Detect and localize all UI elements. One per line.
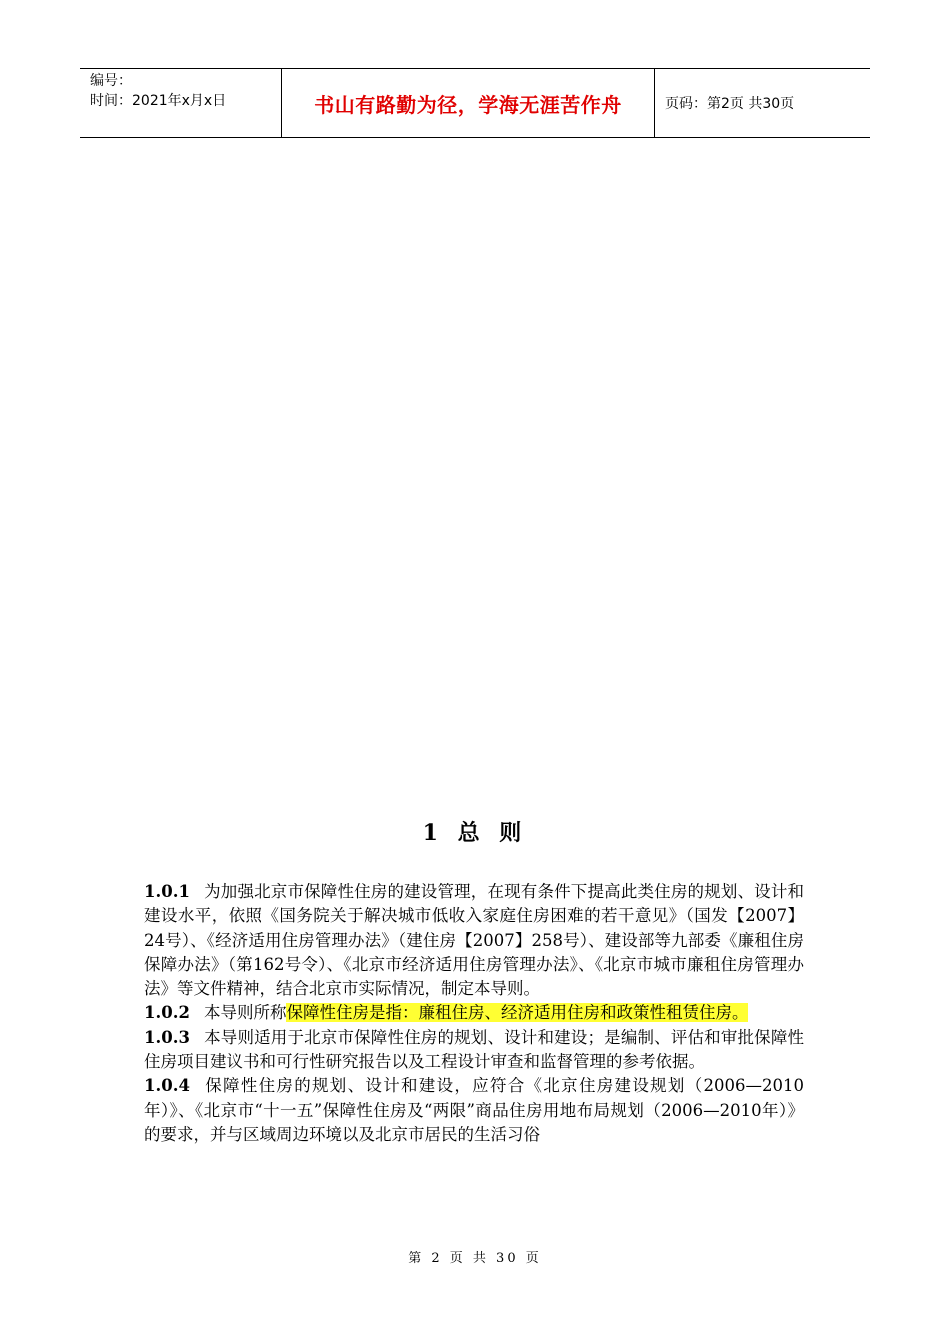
- clause-number: 1.0.1: [144, 882, 190, 901]
- document-time-label: 时间：2021年x月x日: [90, 93, 227, 109]
- header-page-number: 页码：第2页 共30页: [665, 96, 795, 112]
- header-motto: 书山有路勤为径，学海无涯苦作舟: [282, 69, 655, 137]
- paragraph-1-0-1: [144, 880, 804, 1001]
- clause-number: 1.0.3: [144, 1027, 190, 1047]
- clause-number: 1.0.4: [144, 1076, 190, 1096]
- clause-text: 保障性住房的规划、设计和建设，应符合《北京住房建设规划（2006—2010年）》、《北京市“十一五”保障性住房及“两限”商品住房用地布局规划（2006—2010年）》的要求，并与区域周边环境以及北京市居民的生活习俗: [144, 1076, 804, 1144]
- section-title: 1 总 则: [422, 820, 528, 846]
- paragraph-1-0-3: [144, 1026, 804, 1075]
- paragraph-1-0-4: [144, 1074, 804, 1147]
- document-body: [144, 880, 804, 1147]
- page-header: [80, 68, 870, 138]
- header-meta: [80, 69, 282, 137]
- clause-text: 本导则适用于北京市保障性住房的规划、设计和建设；是编制、评估和审批保障性住房项目建议书和可行性研究报告以及工程设计审查和监督管理的参考依据。: [144, 1027, 804, 1072]
- clause-text: 为加强北京市保障性住房的建设管理，在现有条件下提高此类住房的规划、设计和建设水平，依照《国务院关于解决城市低收入家庭住房困难的若干意见》（国发【2007】24号）、《经济适用住房管理办法》（建住房【2007】258号）、建设部等九部委《廉租住房保障办法》（第162号令）、《北京市经济适用住房管理办法》、《北京市城市廉租住房管理办法》等文件精神，结合北京市实际情况，制定本导则。: [144, 882, 804, 999]
- clause-number: 1.0.2: [144, 1003, 190, 1023]
- paragraph-1-0-2: [144, 1001, 804, 1025]
- clause-text: 本导则所称: [203, 1003, 287, 1023]
- highlighted-definition: 保障性住房是指：廉租住房、经济适用住房和政策性租赁住房。: [286, 1003, 749, 1023]
- document-number-label: 编号：: [90, 73, 132, 89]
- page-footer: 第 2 页 共 30 页: [408, 1251, 542, 1266]
